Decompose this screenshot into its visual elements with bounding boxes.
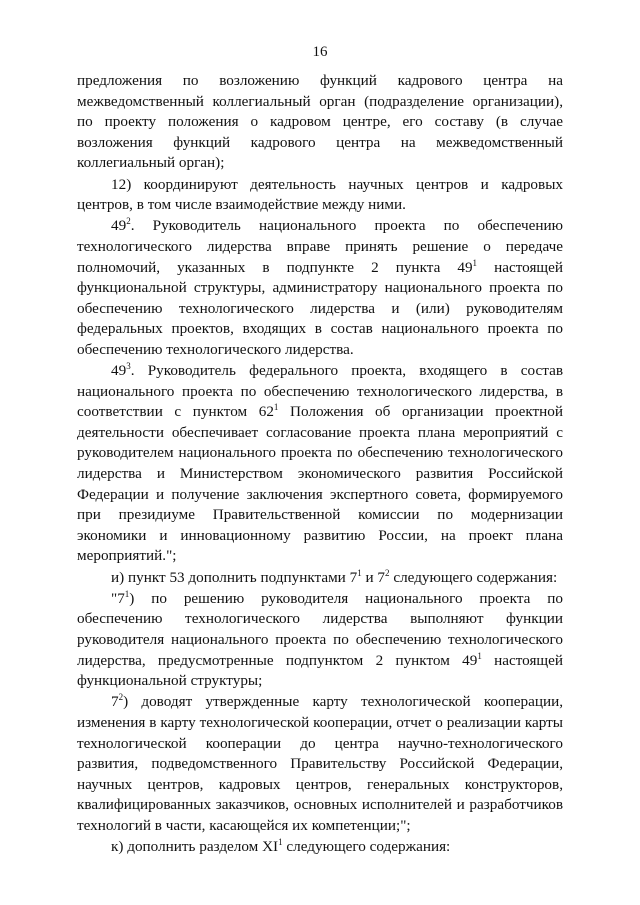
paragraph bbox=[77, 568, 563, 589]
paragraph bbox=[77, 692, 563, 836]
superscript: 3 bbox=[126, 361, 131, 372]
paragraph-text: 12) координируют деятельность научных центров и кадровых центров, в том числе взаимодействие между ними. bbox=[77, 175, 563, 214]
paragraph-text: "7 bbox=[111, 589, 125, 607]
superscript: 1 bbox=[472, 257, 478, 268]
paragraph-text: и) пункт 53 дополнить подпунктами 7 bbox=[111, 568, 358, 586]
paragraph bbox=[77, 589, 563, 692]
paragraph-text: 7 bbox=[111, 693, 119, 711]
paragraph-text: ) по решению руководителя национального проекта по обеспечению технологического лидерства выполняют функции руководителя национального проекта по обеспечению технологического лидерства, предусмотренные подпунктом 2 пунктом 49 bbox=[77, 589, 563, 669]
paragraph-text: следующего содержания: bbox=[282, 838, 451, 856]
paragraph-text: к) дополнить разделом XI bbox=[111, 838, 279, 856]
paragraph-text: 49 bbox=[111, 217, 127, 235]
superscript: 2 bbox=[126, 216, 131, 227]
paragraph bbox=[77, 216, 563, 360]
paragraph-text: ) доводят утвержденные карту технологической кооперации, изменения в карту технологической кооперации, отчет о реализации карты технологической кооперации до центра научно-технологического развития, подведомственного Правительству Российской Федерации, научных центров, кадровых центров, генеральных конструкторов, квалифицированных заказчиков, основных исполнителей и разработчиков технологий в части, касающейся их компетенции;"; bbox=[77, 693, 563, 834]
paragraph-text: настоящей функциональной структуры, администратору национального проекта по обеспечению технологического лидерства и (или) руководителям федеральных проектов, входящих в состав национального проекта по обеспечению технологического лидерства. bbox=[77, 258, 563, 358]
paragraph bbox=[77, 71, 563, 174]
page-number: 16 bbox=[312, 44, 328, 60]
superscript: 1 bbox=[477, 650, 482, 661]
superscript: 2 bbox=[385, 567, 390, 578]
superscript: 1 bbox=[278, 837, 283, 848]
paragraph-text: и 7 bbox=[361, 568, 386, 586]
paragraph-text: . Руководитель национального проекта по обеспечению технологического лидерства вправе принять решение о передаче полномочий, указанных в подпункте 2 пункта 49 bbox=[77, 217, 563, 276]
paragraph-text: настоящей функциональной структуры; bbox=[77, 651, 563, 690]
document-body bbox=[77, 71, 563, 858]
superscript: 1 bbox=[357, 567, 362, 578]
paragraph-text: следующего содержания: bbox=[389, 568, 558, 586]
paragraph-text: . Руководитель федерального проекта, входящего в состав национального проекта по обеспечению технологического лидерства, в соответствии с пунктом 62 bbox=[77, 362, 563, 421]
superscript: 2 bbox=[118, 692, 124, 703]
paragraph bbox=[77, 175, 563, 216]
superscript: 1 bbox=[273, 402, 279, 413]
superscript: 1 bbox=[124, 588, 130, 599]
paragraph bbox=[77, 361, 563, 567]
paragraph-text: предложения по возложению функций кадрового центра на межведомственный коллегиальный орган (подразделение организации), по проекту положения о кадровом центре, его составу (в случае возложения функций кадрового центра на межведомственный коллегиальный орган); bbox=[77, 72, 563, 172]
paragraph-text: Положения об организации проектной деятельности обеспечивает согласование проекта плана мероприятий с руководителем национального проекта по обеспечению технологического лидерства и Министерством экономического развития Российской Федерации и получение заключения экспертного совета, формируемого при президиуме Правительственной комиссии по модернизации экономики и инновационному развитию России, на проект плана мероприятий."; bbox=[77, 403, 563, 565]
paragraph bbox=[77, 837, 563, 858]
paragraph-text: 49 bbox=[111, 362, 127, 380]
